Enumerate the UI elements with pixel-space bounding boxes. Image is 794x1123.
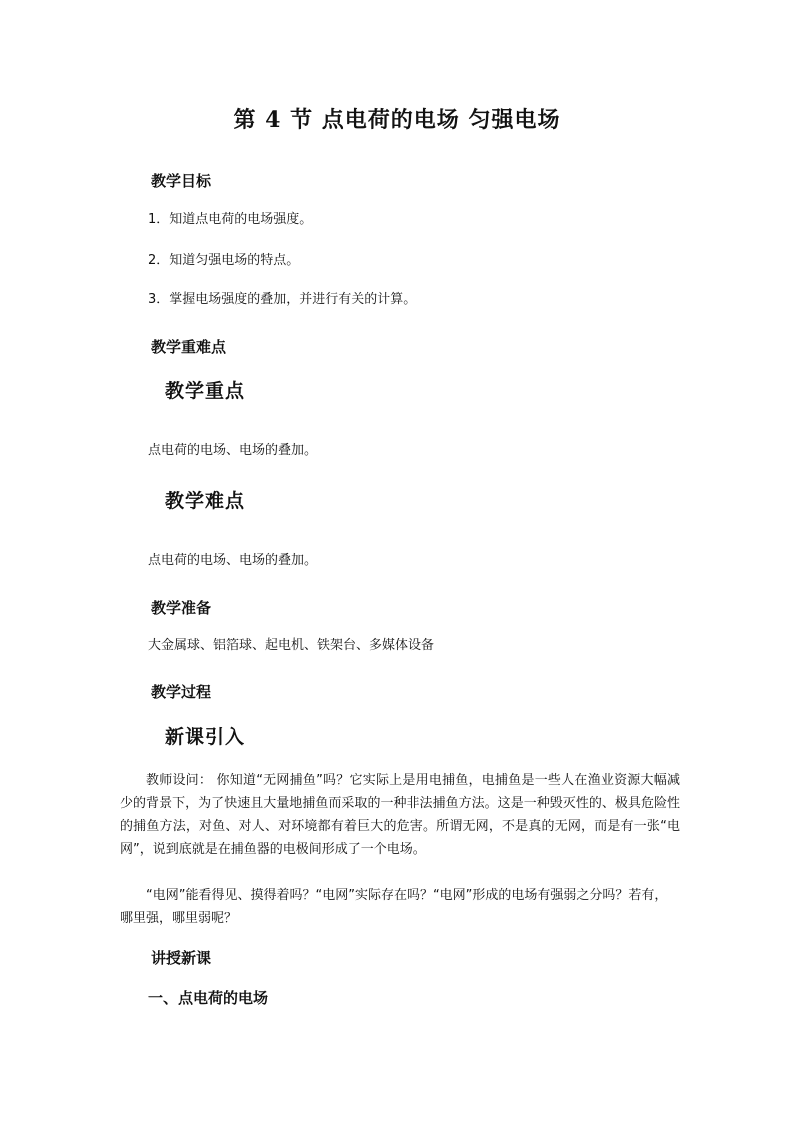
intro-heading: 新课引入: [165, 726, 246, 748]
objective-item-2: 2．知道匀强电场的特点。: [148, 253, 300, 268]
objectives-heading: 教学目标: [151, 172, 212, 190]
page-title: 第 4 节 点电荷的电场 匀强电场: [233, 107, 561, 133]
preparation-heading: 教学准备: [151, 599, 212, 617]
key-points-heading: 教学重难点: [151, 338, 227, 356]
focus-heading: 教学重点: [165, 380, 246, 402]
intro-paragraph-2: “电网”能看得见、摸得着吗？“电网”实际存在吗？“电网”形成的电场有强弱之分吗？若有，哪里强，哪里弱呢？: [120, 888, 668, 926]
objective-item-1: 1．知道点电荷的电场强度。: [148, 212, 313, 227]
intro-paragraph-1: 教师设问： 你知道“无网捕鱼”吗？它实际上是用电捕鱼，电捕鱼是一些人在渔业资源大幅减少的背景下，为了快速且大量地捕鱼而采取的一种非法捕鱼方法。这是一种毁灭性的、极具危险性的捕鱼方法，对鱼、对人、对环境都有着巨大的危害。所谓无网，不是真的无网，而是有一张“电网”，说到底就是在捕鱼器的电极间形成了一个电场。: [120, 773, 680, 857]
difficulty-text: 点电荷的电场、电场的叠加。: [148, 553, 318, 568]
new-lesson-heading: 讲授新课: [151, 949, 212, 967]
difficulty-heading: 教学难点: [165, 490, 246, 512]
objective-item-3: 3．掌握电场强度的叠加，并进行有关的计算。: [148, 292, 417, 307]
preparation-text: 大金属球、铝箔球、起电机、铁架台、多媒体设备: [148, 638, 435, 653]
focus-text: 点电荷的电场、电场的叠加。: [148, 443, 318, 458]
subsection-point-charge-field: 一、点电荷的电场: [148, 989, 269, 1007]
process-heading: 教学过程: [151, 683, 212, 701]
